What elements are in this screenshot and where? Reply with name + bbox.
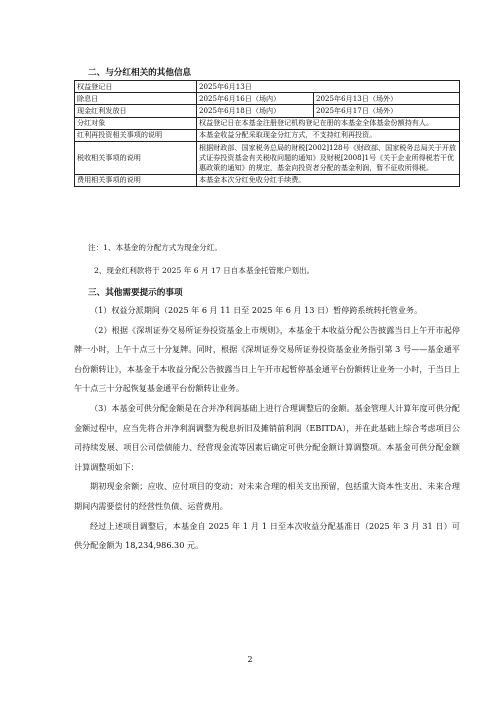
table-row	[75, 93, 460, 105]
row-label: 除息日	[75, 93, 197, 105]
row-value: 根据财政部、国家税务总局的财税[2002]128号《财政部、国家税务总局关于开放式证券投资基金有关税收问题的通知》及财税[2008]1号《关于企业所得税若干优惠政策的通知》的规定，基金向投资者分配的基金利润，暂不征收所得税。	[197, 142, 460, 175]
section3-body	[74, 301, 460, 556]
row-label: 费用相关事项的说明	[75, 174, 197, 186]
row-value: 本基金收益分配采取现金分红方式，不支持红利再投资。	[197, 129, 460, 141]
row-value-onsite: 2025年6月18日（场内）	[197, 105, 314, 117]
row-value: 2025年6月13日	[197, 81, 460, 93]
row-label: 现金红利发放日	[75, 105, 197, 117]
table-row	[75, 117, 460, 129]
paragraph: （2）根据《深圳证券交易所证券投资基金上市规则》，本基金于本收益分配公告披露当日上午开市起停牌一小时，上午十点三十分复牌。同时，根据《深圳证券交易所证券投资基金业务指引第 3 号——基金通平台份额转让》，本基金于本收益分配公告披露当日上午开市起暂停基金通平台份额转让业务一小时，于当日上午十点三十分起恢复基金通平台份额转让业务。	[74, 324, 460, 394]
table-row	[75, 81, 460, 93]
note-2: 2、现金红利款将于 2025 年 6 月 17 日自本基金托管账户划出。	[94, 266, 315, 275]
dividend-info-table	[74, 80, 460, 187]
row-label: 红利再投资相关事项的说明	[75, 129, 197, 141]
note-1: 注：1、本基金的分配方式为现金分红。	[88, 243, 222, 252]
row-value: 本基金本次分红免收分红手续费。	[197, 174, 460, 186]
row-value-onsite: 2025年6月16日（场内）	[197, 93, 314, 105]
table-row	[75, 105, 460, 117]
page-number: 2	[247, 655, 253, 664]
table-row	[75, 142, 460, 175]
row-label: 权益登记日	[75, 81, 197, 93]
paragraph: （1）权益分派期间（2025 年 6 月 11 日至 2025 年 6 月 13 日）暂停跨系统转托管业务。	[90, 305, 423, 315]
row-label: 分红对象	[75, 117, 197, 129]
section3-heading: 三、其他需要提示的事项	[88, 288, 183, 298]
row-label: 税收相关事项的说明	[75, 142, 197, 175]
row-value-offsite: 2025年6月13日（场外）	[314, 93, 460, 105]
table-row	[75, 174, 460, 186]
paragraph: 期初现金余额；应收、应付项目的变动；对未来合理的相关支出预留，包括重大资本性支出、未来合理期间内需要偿付的经营性负债、运营费用。	[74, 481, 460, 511]
row-value: 权益登记日在本基金注册登记机构登记在册的本基金全体基金份额持有人。	[197, 117, 460, 129]
paragraph: （3）本基金可供分配金额是在合并净利润基础上进行合理调整后的金额。基金管理人计算年度可供分配金额过程中，应当先将合并净利润调整为税息折旧及摊销前利润（EBITDA），并在此基础上综合考虑项目公司持续发展、项目公司偿债能力、经营现金流等因素后确定可供分配金额计算调整项。本基金可供分配金额计算调整项如下：	[74, 402, 460, 472]
row-value-offsite: 2025年6月17日（场外）	[314, 105, 460, 117]
section2-heading: 二、与分红相关的其他信息	[88, 68, 192, 78]
paragraph: 经过上述项目调整后，本基金自 2025 年 1 月 1 日至本次收益分配基准日（2025 年 3 月 31 日）可供分配金额为 18,234,986.30 元。	[74, 520, 460, 551]
table-row	[75, 129, 460, 141]
